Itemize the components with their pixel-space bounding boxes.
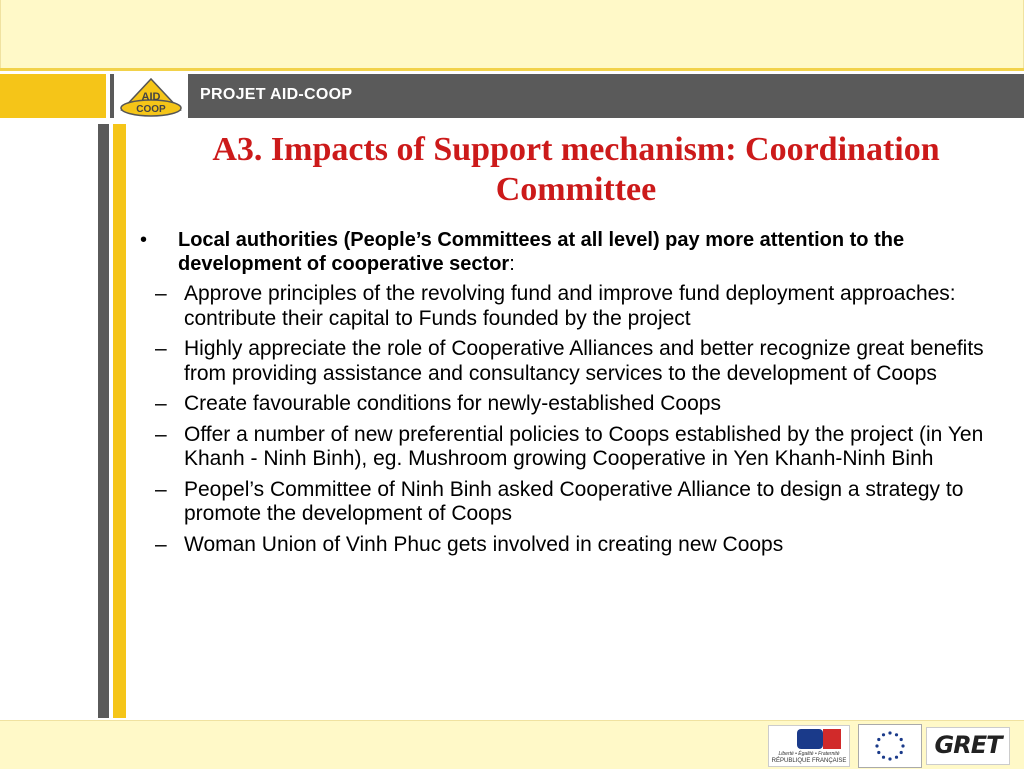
sub-bullet-list	[140, 282, 1020, 557]
dash-mark: –	[155, 392, 167, 415]
sub-bullet-text: Peopel’s Committee of Ninh Binh asked Cooperative Alliance to design a strategy to promote the development of Coops	[184, 477, 964, 525]
sub-bullet-text: Approve principles of the revolving fund and improve fund deployment approaches: contribute their capital to Funds founded by the project	[184, 282, 956, 330]
slide-content	[140, 228, 1020, 563]
sub-bullet-text: Create favourable conditions for newly-established Coops	[184, 392, 721, 415]
aid-coop-logo	[114, 74, 188, 118]
left-rail-gray	[98, 124, 109, 718]
gret-logo-text: GRET	[934, 731, 1002, 759]
main-bullet-bold: Local authorities (People’s Committees at all level) pay more attention to the development of cooperative sector	[178, 229, 905, 275]
logo-text-top: AID	[141, 91, 161, 103]
sub-bullet	[140, 282, 1020, 331]
main-bullet	[140, 228, 1020, 276]
french-republic-logo	[768, 725, 850, 767]
dash-mark: –	[155, 282, 167, 305]
main-bullet-suffix: :	[509, 253, 515, 275]
sub-bullet	[140, 337, 1020, 386]
sub-bullet	[140, 533, 1020, 558]
marianne-caption: Liberté • Égalité • Fraternité	[778, 751, 840, 757]
dash-mark: –	[155, 477, 167, 501]
top-band	[0, 0, 1024, 71]
header-title: PROJET AID-COOP	[200, 86, 353, 103]
sub-bullet-text: Highly appreciate the role of Cooperative Alliances and better recognize great benefits from providing assistance and consultancy services to the development of Coops	[184, 337, 984, 385]
main-bullet-text	[178, 228, 1020, 276]
marianne-country: RÉPUBLIQUE FRANÇAISE	[771, 758, 847, 764]
dash-mark: –	[155, 337, 167, 360]
bullet-mark: •	[140, 229, 148, 251]
gret-logo	[926, 727, 1010, 765]
logo-text-bottom: COOP	[136, 104, 166, 115]
left-rail-yellow	[113, 124, 126, 718]
eu-stars-icon	[859, 725, 921, 767]
sub-bullet	[140, 392, 1020, 417]
eu-flag-logo	[858, 724, 922, 768]
sub-bullet-text: Woman Union of Vinh Phuc gets involved in creating new Coops	[184, 532, 784, 556]
slide-title: A3. Impacts of Support mechanism: Coordination Committee	[212, 131, 940, 208]
sub-bullet	[140, 478, 1020, 527]
dash-mark: –	[155, 532, 167, 556]
sub-bullet	[140, 423, 1020, 472]
header-bar	[110, 74, 1024, 118]
sub-bullet-text: Offer a number of new preferential policies to Coops established by the project (in Yen Khanh - Ninh Binh), eg. Mushroom growing Cooperative in Yen Khanh-Ninh Binh	[184, 422, 984, 470]
header-accent-tab	[0, 74, 106, 118]
dash-mark: –	[155, 422, 167, 446]
